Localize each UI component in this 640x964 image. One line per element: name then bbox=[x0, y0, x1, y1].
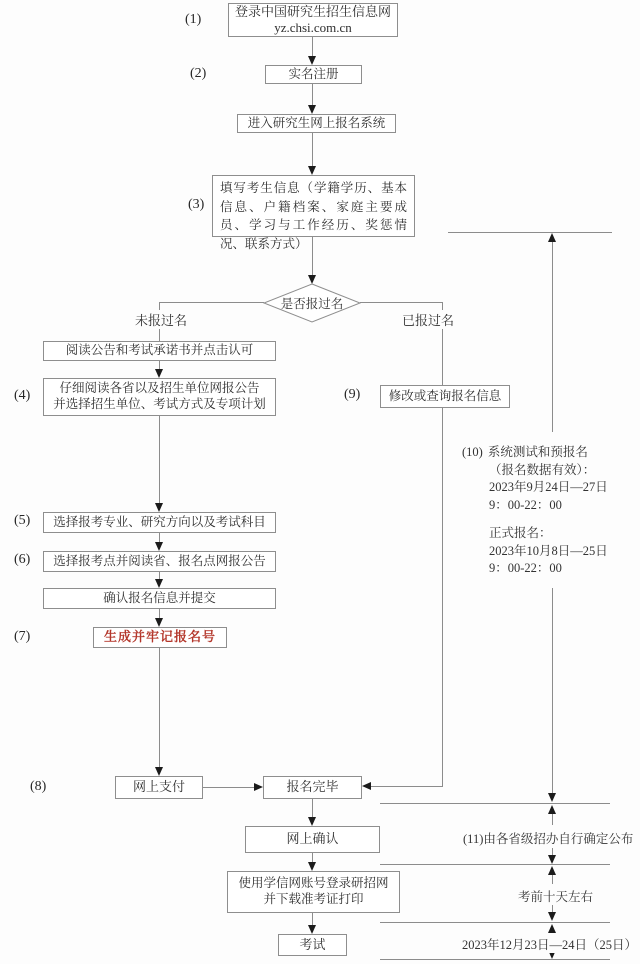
arrowhead-down-icon bbox=[308, 166, 316, 175]
branch-label-registered: 已报过名 bbox=[400, 310, 456, 329]
read-province-line2: 并选择招生单位、考试方式及专项计划 bbox=[53, 397, 266, 411]
timeline-rule bbox=[380, 864, 610, 865]
arrowhead-down-icon bbox=[155, 542, 163, 551]
note-10 bbox=[462, 444, 608, 578]
arrowhead-up-icon bbox=[548, 866, 556, 875]
step-9-label: (9) bbox=[344, 387, 361, 402]
step-4-label: (4) bbox=[14, 388, 31, 403]
online-confirm-box-label: 网上确认 bbox=[286, 831, 339, 847]
timeline-rule bbox=[380, 959, 610, 960]
exam-box-label: 考试 bbox=[299, 936, 326, 952]
connector-line bbox=[312, 133, 313, 166]
read-notice-box-label: 阅读公告和考试承诺书并点击认可 bbox=[65, 343, 254, 358]
connector-line bbox=[312, 853, 313, 862]
arrowhead-right-icon bbox=[254, 783, 263, 791]
step-5-label: (5) bbox=[14, 513, 31, 528]
connector-line bbox=[312, 37, 313, 56]
download-ticket-box bbox=[227, 871, 400, 913]
step-6-label: (6) bbox=[14, 552, 31, 567]
connector-line bbox=[159, 609, 160, 618]
fill-info-box: 填写考生信息（学籍学历、基本信息、户籍档案、家庭主要成员、学习与工作经历、奖惩情况、联系方式） bbox=[212, 175, 415, 237]
timeline-rule bbox=[380, 803, 610, 804]
timeline-line bbox=[552, 814, 553, 825]
login-box-line1: 登录中国研究生招生信息网 bbox=[234, 3, 391, 19]
arrowhead-down-icon bbox=[308, 56, 316, 65]
timeline-rule bbox=[448, 232, 612, 233]
note-10-line: 9：00-22：00 bbox=[489, 561, 562, 575]
arrowhead-down-icon bbox=[155, 503, 163, 512]
arrowhead-down-icon bbox=[308, 817, 316, 826]
finish-box-label: 报名完毕 bbox=[286, 779, 339, 795]
arrowhead-up-icon bbox=[548, 805, 556, 814]
registration-id-box bbox=[93, 627, 227, 648]
step-10-label: (10) bbox=[462, 445, 483, 459]
confirm-submit-box bbox=[43, 588, 276, 609]
note-10-line: 正式报名： bbox=[489, 526, 552, 540]
note-11-text: 由各省级招办自行确定公布 bbox=[483, 832, 634, 846]
timeline-line bbox=[552, 588, 553, 793]
arrowhead-down-icon bbox=[155, 579, 163, 588]
note-10-line: 2023年9月24日—27日 bbox=[489, 480, 608, 494]
modify-query-box bbox=[380, 385, 510, 408]
register-box bbox=[265, 65, 362, 84]
branch-label-not-registered: 未报过名 bbox=[133, 310, 189, 329]
timeline-line bbox=[552, 848, 553, 855]
before-exam-label: 考前十天左右 bbox=[516, 887, 595, 905]
connector-line bbox=[312, 84, 313, 105]
note-10-line: （报名数据有效）： bbox=[489, 462, 596, 477]
arrowhead-down-icon bbox=[308, 925, 316, 934]
step-8-label: (8) bbox=[30, 779, 47, 794]
connector-line bbox=[371, 786, 443, 787]
timeline-rule bbox=[380, 922, 610, 923]
timeline-line bbox=[552, 242, 553, 432]
decision-diamond bbox=[263, 283, 361, 323]
step-3-label: (3) bbox=[188, 197, 205, 212]
modify-query-box-label: 修改或查询报名信息 bbox=[388, 388, 502, 403]
choose-site-box bbox=[43, 551, 276, 572]
choose-major-box bbox=[43, 512, 276, 533]
arrowhead-down-icon bbox=[308, 862, 316, 871]
connector-line bbox=[360, 302, 443, 303]
arrowhead-left-icon bbox=[362, 782, 371, 790]
arrowhead-down-icon bbox=[548, 912, 556, 921]
download-ticket-line1: 使用学信网账号登录研招网 bbox=[238, 876, 389, 891]
arrowhead-down-icon bbox=[155, 369, 163, 378]
pay-online-box bbox=[115, 776, 203, 799]
enter-system-box-label: 进入研究生网上报名系统 bbox=[247, 115, 386, 130]
login-box bbox=[228, 3, 398, 37]
timeline-line bbox=[552, 875, 553, 884]
connector-line bbox=[160, 302, 264, 303]
decision-diamond-label: 是否报过名 bbox=[280, 297, 344, 311]
note-11 bbox=[461, 829, 635, 847]
download-ticket-line2: 并下载准考证打印 bbox=[263, 892, 364, 906]
note-10-gap bbox=[462, 514, 608, 525]
pay-online-box-label: 网上支付 bbox=[132, 779, 185, 795]
read-province-line1: 仔细阅读各省以及招生单位网报公告 bbox=[59, 381, 260, 396]
arrowhead-down-icon bbox=[308, 105, 316, 114]
connector-line bbox=[442, 408, 443, 786]
connector-line bbox=[312, 799, 313, 817]
registration-id-box-label: 生成并牢记报名号 bbox=[103, 629, 216, 645]
login-box-url: yz.chsi.com.cn bbox=[274, 20, 352, 35]
step-1-label: (1) bbox=[185, 12, 202, 27]
connector-line bbox=[203, 787, 254, 788]
connector-line bbox=[159, 533, 160, 542]
arrowhead-up-icon bbox=[548, 924, 556, 933]
connector-line bbox=[312, 237, 313, 275]
read-notice-box bbox=[43, 341, 276, 361]
step-11-label: (11) bbox=[463, 832, 484, 846]
choose-major-box-label: 选择报考专业、研究方向以及考试科目 bbox=[53, 514, 266, 529]
connector-line bbox=[159, 416, 160, 503]
arrowhead-up-icon bbox=[548, 233, 556, 242]
exam-box bbox=[278, 934, 347, 956]
arrowhead-down-icon bbox=[155, 767, 163, 776]
choose-site-box-label: 选择报考点并阅读省、报名点网报公告 bbox=[53, 553, 266, 568]
read-province-box bbox=[43, 378, 276, 416]
arrowhead-down-icon bbox=[548, 855, 556, 864]
confirm-submit-box-label: 确认报名信息并提交 bbox=[103, 590, 216, 605]
connector-line bbox=[159, 360, 160, 369]
arrowhead-down-icon bbox=[155, 618, 163, 627]
connector-line bbox=[159, 572, 160, 579]
note-10-title: 系统测试和预报名 bbox=[487, 445, 588, 459]
finish-box bbox=[263, 776, 362, 799]
note-10-line: 9：00-22：00 bbox=[489, 497, 562, 512]
step-2-label: (2) bbox=[190, 66, 207, 81]
exam-dates-label: 2023年12月23日—24日（25日） bbox=[460, 935, 639, 953]
note-10-line: 2023年10月8日—25日 bbox=[489, 543, 608, 558]
step-7-label: (7) bbox=[14, 629, 31, 644]
online-confirm-box bbox=[245, 826, 380, 853]
connector-line bbox=[312, 913, 313, 925]
arrowhead-down-icon bbox=[548, 793, 556, 802]
register-box-label: 实名注册 bbox=[288, 66, 339, 81]
connector-line bbox=[159, 648, 160, 767]
enter-system-box bbox=[237, 114, 396, 133]
